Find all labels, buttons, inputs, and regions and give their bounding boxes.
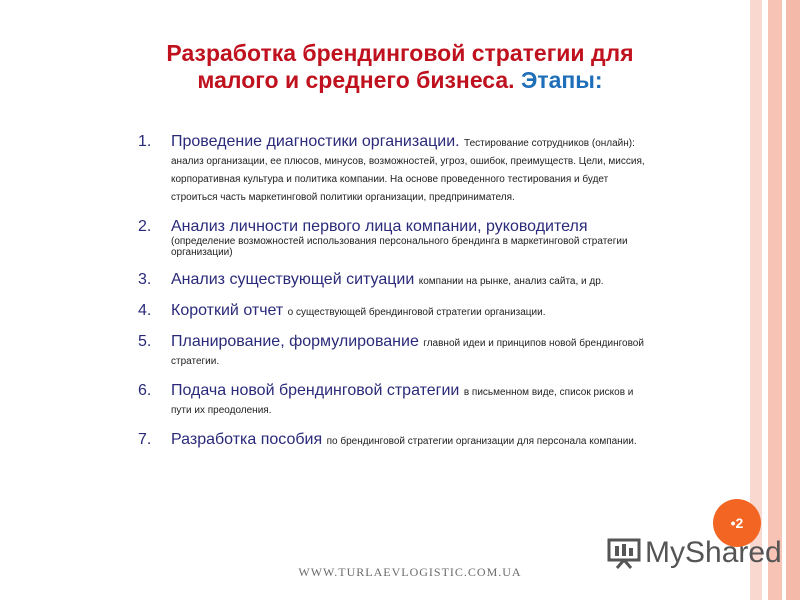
list-item	[138, 431, 653, 449]
stages-list	[138, 133, 653, 462]
item-detail: (определение возможностей использования персонального брендинга в маркетинговой стратегии организации)	[171, 236, 628, 258]
logo-text-shared: Shared	[685, 536, 782, 569]
item-number: 5.	[138, 333, 152, 350]
page-number-badge: •2	[713, 499, 761, 547]
item-detail: Тестирование сотрудников (онлайн): анализ организации, ее плюсов, минусов, возможностей, угроз, ошибок, преимуществ. Цели, миссия, корпоративная культура и политика компании. На основе проведенного тестирования и будет строиться часть маркетинговой политики организации, предпринимателя.	[171, 138, 645, 203]
stripe	[768, 0, 782, 600]
item-heading: Анализ существующей ситуации	[171, 271, 415, 288]
item-text	[171, 382, 653, 418]
item-number: 4.	[138, 302, 152, 319]
item-heading: Анализ личности первого лица компании, руководителя	[171, 218, 588, 235]
list-item	[138, 333, 653, 369]
item-text	[171, 431, 653, 449]
item-number: 2.	[138, 218, 152, 235]
title-line-1: Разработка брендинговой стратегии для	[166, 40, 634, 66]
list-item	[138, 133, 653, 205]
logo-text-my: My	[645, 536, 685, 569]
slide-title	[90, 40, 710, 94]
stripe	[786, 0, 800, 600]
item-heading: Проведение диагностики организации.	[171, 133, 460, 150]
item-text	[171, 271, 653, 289]
title-line-2	[90, 67, 710, 94]
item-text	[171, 218, 653, 258]
item-text	[171, 302, 653, 320]
list-item	[138, 218, 653, 258]
list-item	[138, 271, 653, 289]
title-accent: Этапы:	[520, 67, 603, 93]
item-text	[171, 133, 653, 205]
item-detail: в письменном виде, список рисков и пути их преодоления.	[171, 387, 634, 416]
item-detail: компании на рынке, анализ сайта, и др.	[418, 276, 604, 287]
title-line-2-text: малого и среднего бизнеса.	[197, 67, 515, 93]
item-detail: о существующей брендинговой стратегии организации.	[287, 307, 546, 318]
list-item	[138, 302, 653, 320]
item-detail: по брендинговой стратегии организации для персонала компании.	[326, 436, 637, 447]
item-number: 3.	[138, 271, 152, 288]
list-item	[138, 382, 653, 418]
item-heading: Короткий отчет	[171, 302, 284, 319]
item-detail: главной идеи и принципов новой брендинговой стратегии.	[171, 338, 644, 367]
item-heading: Подача новой брендинговой стратегии	[171, 382, 460, 399]
item-heading: Разработка пособия	[171, 431, 323, 448]
item-heading: Планирование, формулирование	[171, 333, 419, 350]
item-text	[171, 333, 653, 369]
item-number: 6.	[138, 382, 152, 399]
footer-website: WWW.TURLAEVLOGISTIC.COM.UA	[298, 565, 522, 579]
item-number: 1.	[138, 133, 152, 150]
item-number: 7.	[138, 431, 152, 448]
